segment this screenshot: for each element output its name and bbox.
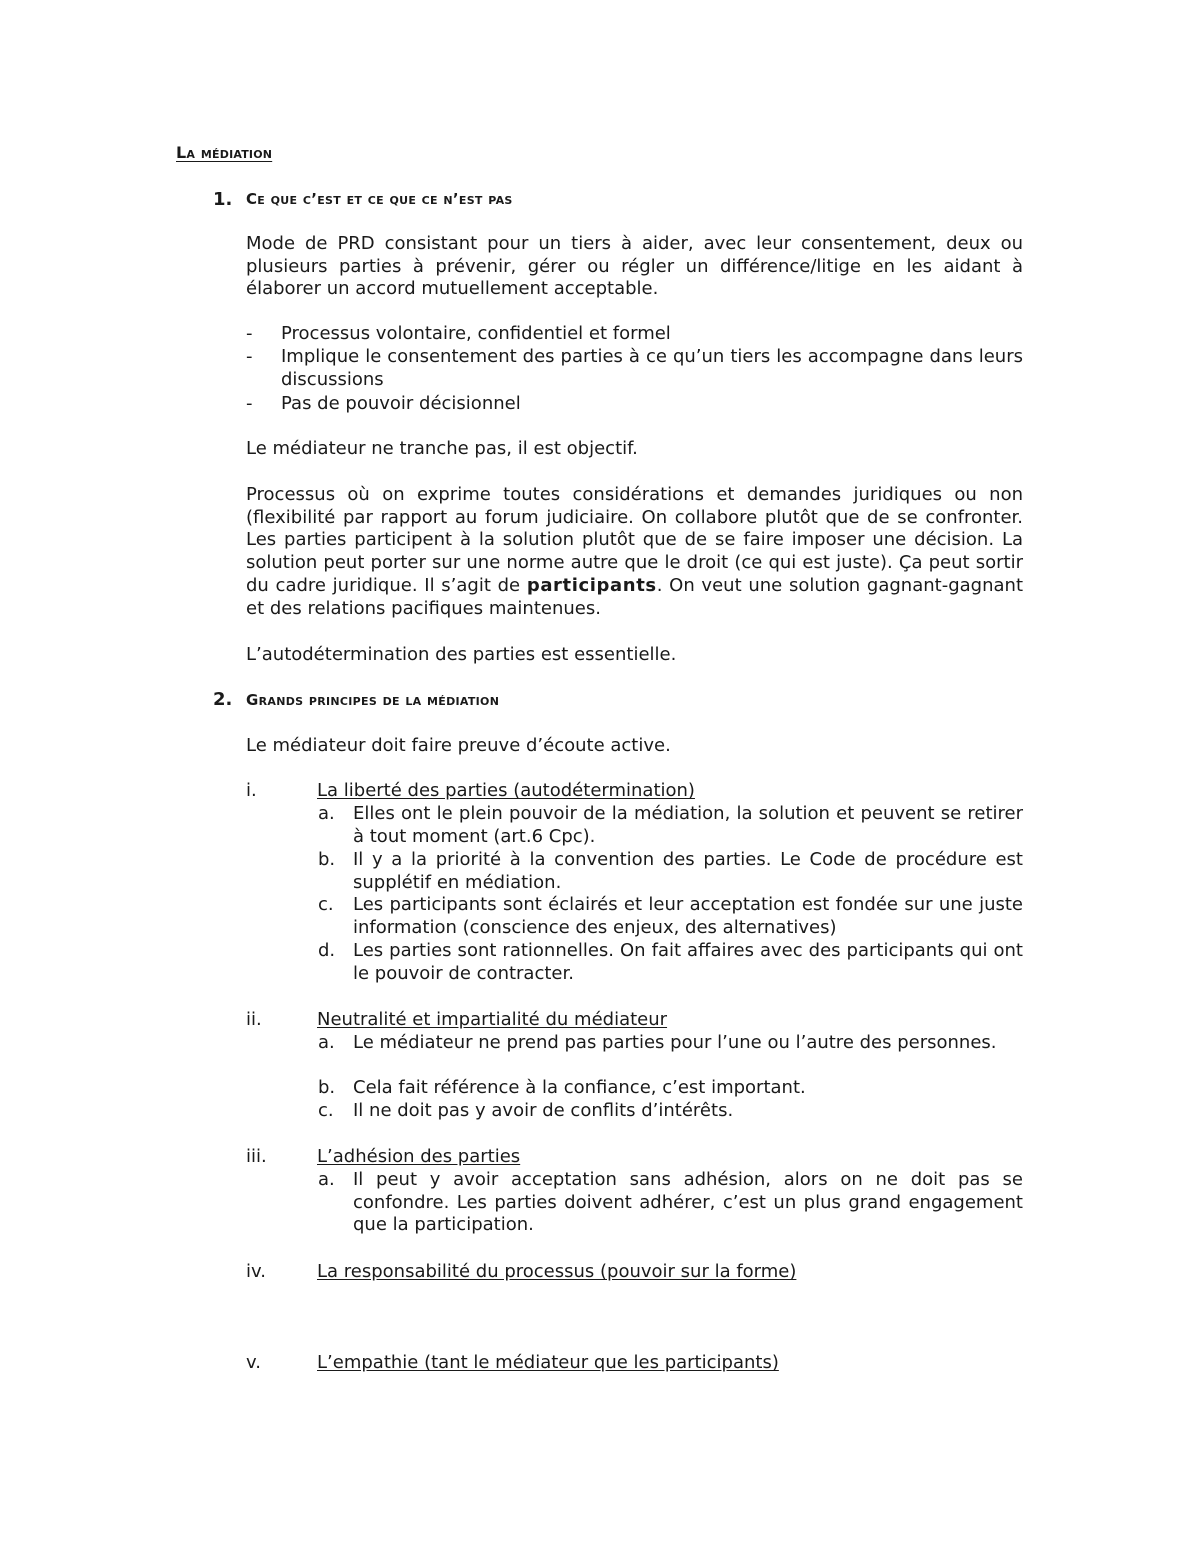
bullet-marker: - <box>246 393 253 414</box>
bullet-marker: - <box>246 323 253 344</box>
sub-item-text: Les participants sont éclairés et leur acceptation est fondée sur une juste information (conscience des enjeux, des alternatives) <box>353 894 1023 938</box>
sub-item-text: Il y a la priorité à la convention des parties. Le Code de procédure est supplétif en médiation. <box>353 849 1023 893</box>
paragraph-process-text-end: . On veut une solution gagnant-gagnant et des relations pacifiques maintenues. <box>246 574 1023 619</box>
sub-item-letter: a. <box>318 1169 335 1190</box>
sub-item-text: Elles ont le plein pouvoir de la médiation, la solution et peuvent se retirer à tout moment (art.6 Cpc). <box>353 803 1023 847</box>
section-1-title: Ce que c’est et ce que ce n’est pas <box>246 190 513 208</box>
principle-numeral: i. <box>246 780 257 801</box>
bullet-marker: - <box>246 346 253 367</box>
principle-title: La liberté des parties (autodétermination) <box>317 780 695 801</box>
sub-item-letter: d. <box>318 940 336 961</box>
principle-numeral: iii. <box>246 1146 267 1167</box>
principle-numeral: ii. <box>246 1009 262 1030</box>
emphasis-participants: participants <box>526 574 657 596</box>
bullet-item: Processus volontaire, confidentiel et formel <box>281 323 671 344</box>
section-2-number: 2. <box>213 689 233 710</box>
principle-title: L’empathie (tant le médiateur que les participants) <box>317 1352 779 1373</box>
sub-item-text: Il ne doit pas y avoir de conflits d’intérêts. <box>353 1100 734 1121</box>
section-1-intro: Mode de PRD consistant pour un tiers à aider, avec leur consentement, deux ou plusieurs parties à prévenir, gérer ou régler un différence/litige en les aidant à élaborer un accord mutuellement acceptable. <box>246 233 1023 300</box>
section-2-intro: Le médiateur doit faire preuve d’écoute active. <box>246 735 671 756</box>
principle-numeral: v. <box>246 1352 261 1373</box>
paragraph-self-determination: L’autodétermination des parties est essentielle. <box>246 644 677 665</box>
section-2-title: Grands principes de la médiation <box>246 691 500 709</box>
sub-item-text: Le médiateur ne prend pas parties pour l’une ou l’autre des personnes. <box>353 1032 997 1053</box>
paragraph-process <box>246 484 1023 620</box>
bullet-item: Implique le consentement des parties à ce qu’un tiers les accompagne dans leurs discussions <box>281 346 1023 390</box>
principle-title: Neutralité et impartialité du médiateur <box>317 1009 668 1030</box>
bullet-item: Pas de pouvoir décisionnel <box>281 393 521 414</box>
principle-title: L’adhésion des parties <box>317 1146 521 1167</box>
sub-item-text: Il peut y avoir acceptation sans adhésion, alors on ne doit pas se confondre. Les parties doivent adhérer, c’est un plus grand engagement que la participation. <box>353 1169 1023 1236</box>
sub-item-text: Les parties sont rationnelles. On fait affaires avec des participants qui ont le pouvoir de contracter. <box>353 940 1023 984</box>
sub-item-letter: c. <box>318 894 334 915</box>
section-1-number: 1. <box>213 189 233 210</box>
document-title: La médiation <box>176 143 273 162</box>
principle-title: La responsabilité du processus (pouvoir sur la forme) <box>317 1261 797 1282</box>
sub-item-letter: a. <box>318 803 335 824</box>
sub-item-letter: c. <box>318 1100 334 1121</box>
sub-item-text: Cela fait référence à la confiance, c’est important. <box>353 1077 806 1098</box>
paragraph-mediator-role: Le médiateur ne tranche pas, il est objectif. <box>246 438 638 459</box>
paragraph-process-text: Processus où on exprime toutes considérations et demandes juridiques ou non (flexibilité par rapport au forum judiciaire. On collabore plutôt que de se confronter. Les parties participent à la solution plutôt que de se faire imposer une décision. La solution peut porter sur une norme autre que le droit (ce qui est juste). Ça peut sortir du cadre juridique. Il s’agit de <box>246 484 1023 596</box>
sub-item-letter: b. <box>318 1077 336 1098</box>
sub-item-letter: a. <box>318 1032 335 1053</box>
sub-item-letter: b. <box>318 849 336 870</box>
principle-numeral: iv. <box>246 1261 266 1282</box>
